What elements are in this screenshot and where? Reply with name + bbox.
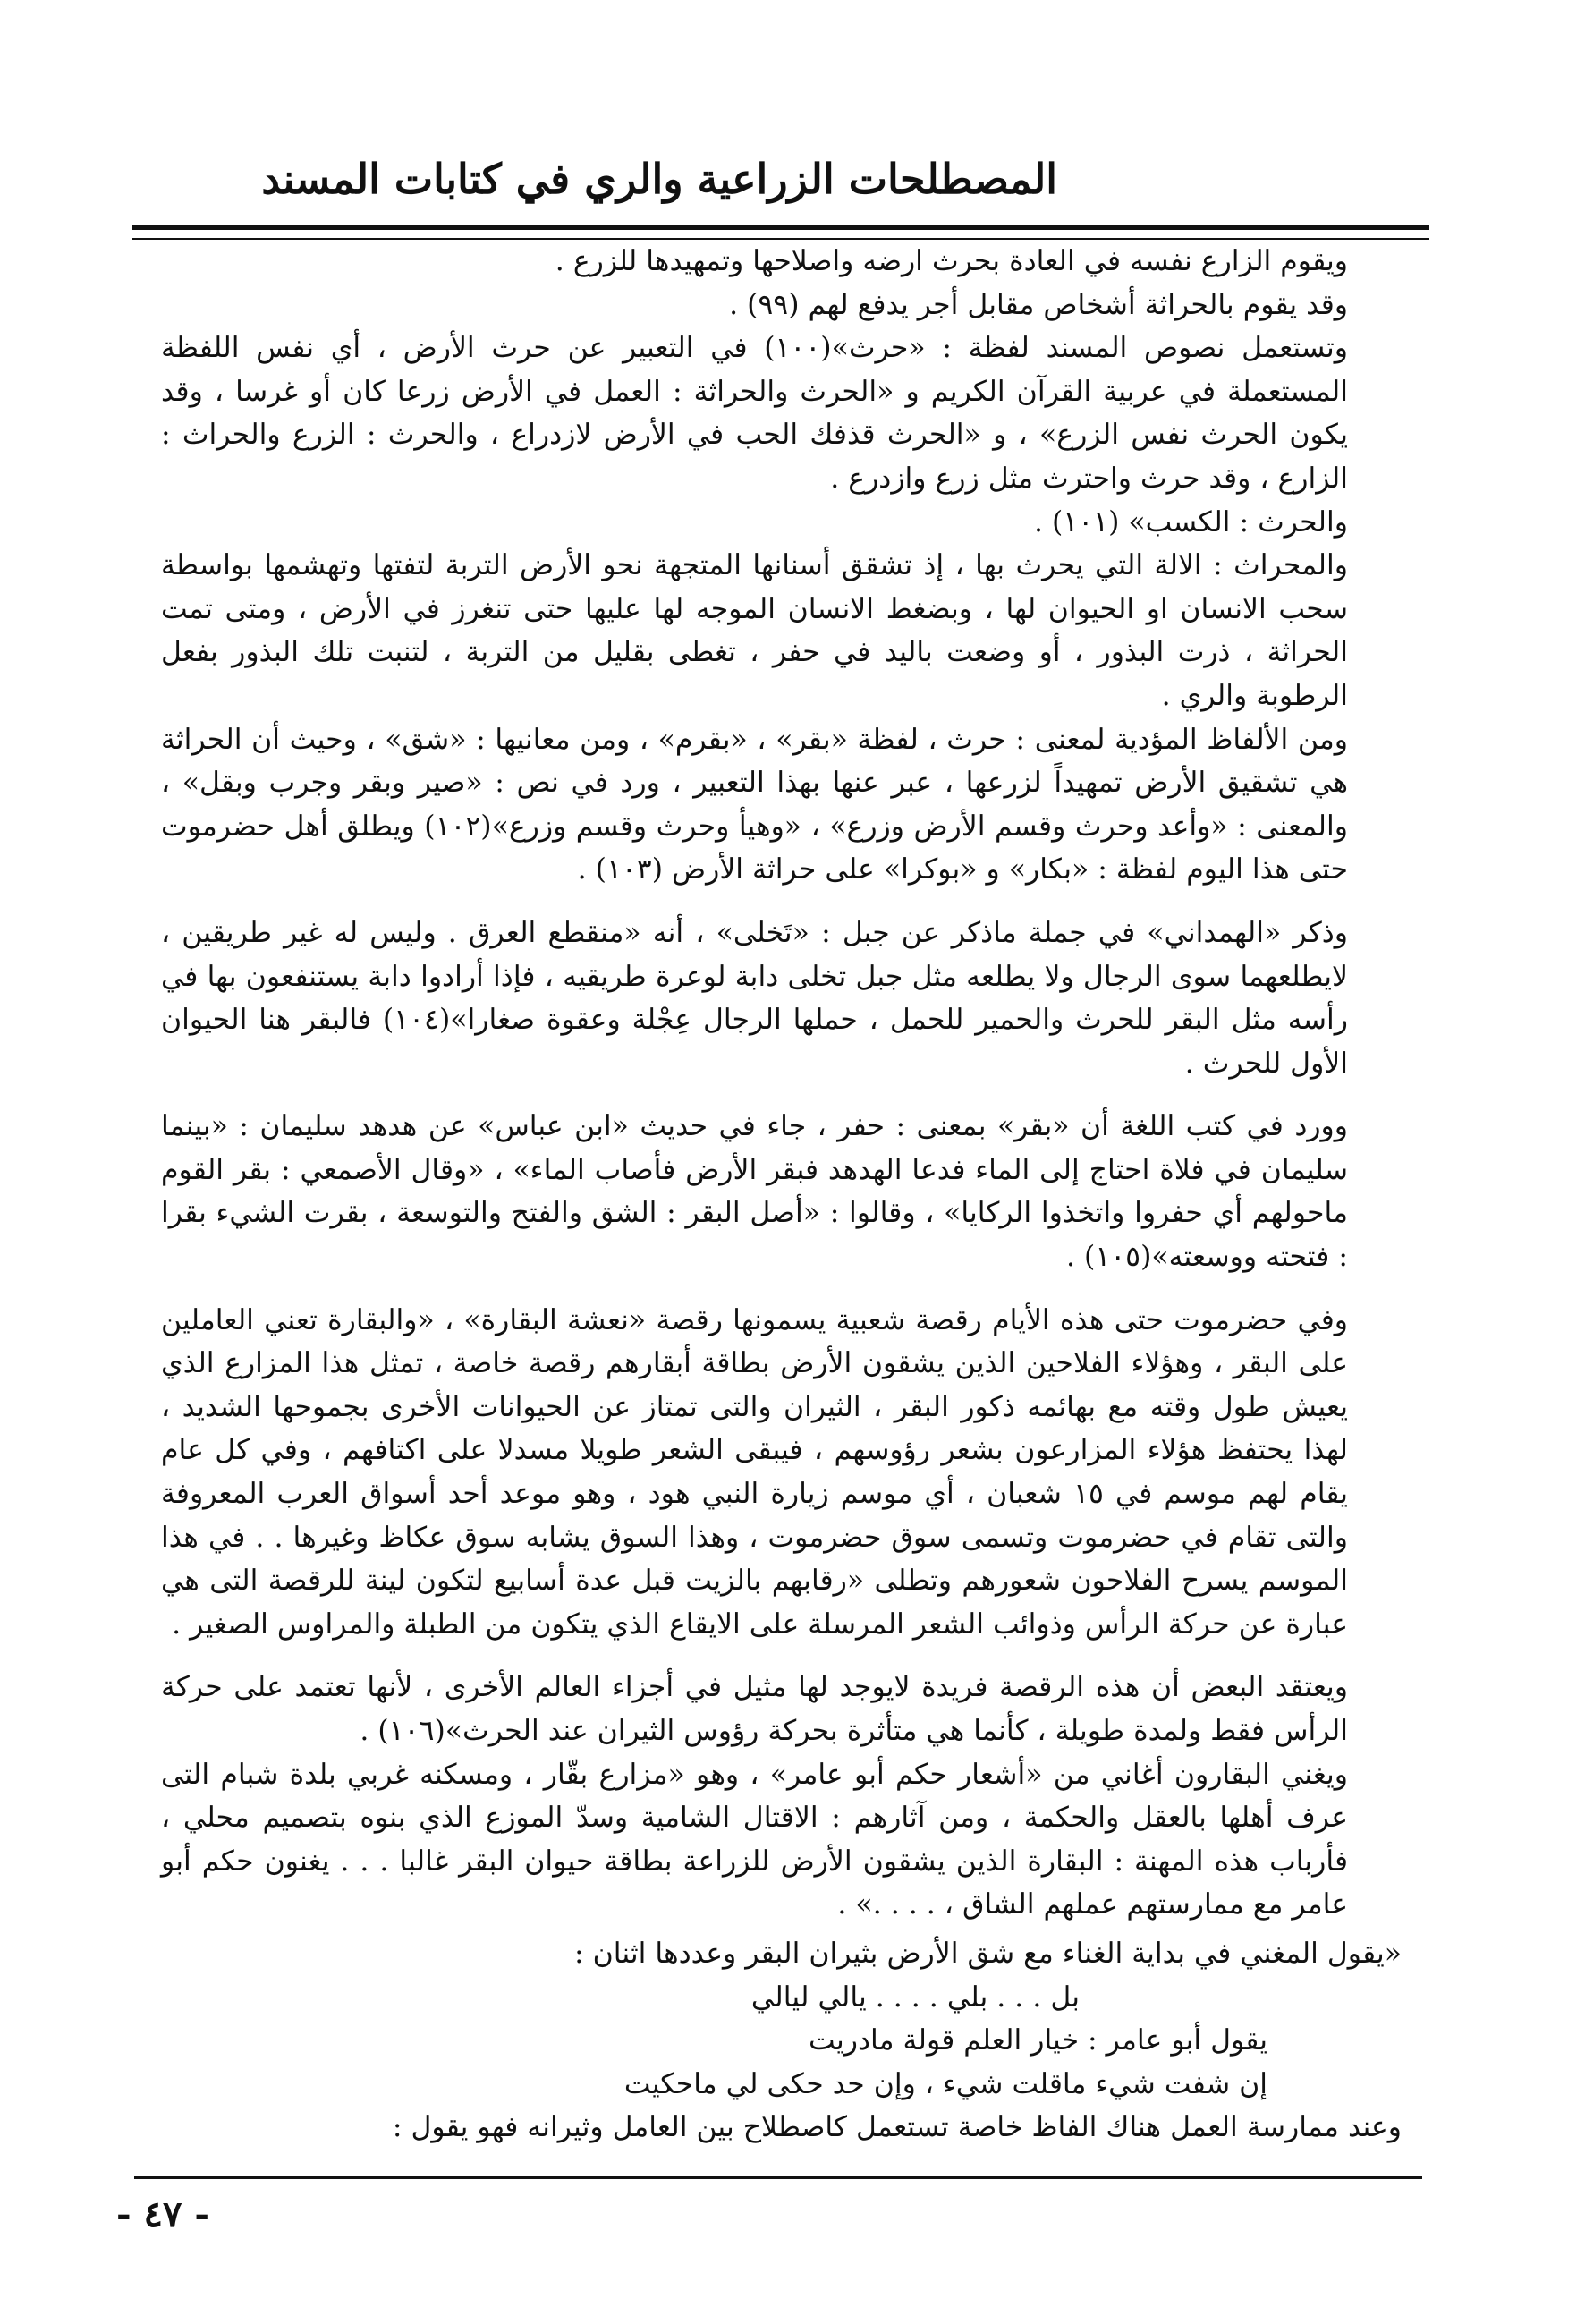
header-rule-thick (132, 225, 1429, 230)
paragraph-10: ويعتقد البعض أن هذه الرقصة فريدة لايوجد لها مثيل في أجزاء العالم الأخرى ، لأنها تعتمد على حركة الرأس فقط ولمدة طويلة ، كأنما هي متأثرة بحركة رؤوس الثيران عند الحرث»(١٠٦) . (161, 1671, 1348, 1747)
paragraph-1: ويقوم الزارع نفسه في العادة بحرث ارضه واصلاحها وتمهيدها للزرع . (555, 245, 1348, 277)
verse-intro: «يقول المغني في بداية الغناء مع شق الأرض بثيران البقر وعددها اثنان : (574, 1937, 1402, 1970)
paragraph-9: وفي حضرموت حتى هذه الأيام رقصة شعبية يسمونها رقصة «نعشة البقارة» ، «والبقارة تعني العاملين على البقر ، وهؤلاء الفلاحين الذين يشقون الأرض بطاقة أبقارهم رقصة خاصة ، تمثل هذا المزارع الذي يعيش طول وقته مع بهائمه ذكور البقر ، الثيران والتى تمتاز عن الحيوانات الأخرى بجموحها الشديد ، لهذا يحتفظ هؤلاء المزارعون بشعر رؤوسهم ، فيبقى الشعر طويلا مسدلا على اكتافهم ، وفي كل عام يقام لهم موسم في ١٥ شعبان ، أي موسم زيارة النبي هود ، وهو موعد أحد أسواق العرب المعروفة والتى تقام في حضرموت وتسمى سوق حضرموت ، وهذا السوق يشابه سوق عكاظ وغيرها . . في هذا الموسم يسرح الفلاحون شعورهم وتطلى «رقابهم بالزيت قبل عدة أسابيع لتكون لينة للرقصة التى هي عبارة عن حركة الرأس وذوائب الشعر المرسلة على الايقاع الذي يتكون من الطبلة والمراوس الصغير . (161, 1303, 1348, 1641)
running-header-title: المصطلحات الزراعية والري في كتابات المسند (261, 155, 1057, 203)
verse-line-2: يقول أبو عامر : خيار العلم قولة مادريت (809, 2024, 1267, 2057)
paragraph-4: والحرث : الكسب» (١٠١) . (1033, 505, 1348, 539)
verse-outro: وعند ممارسة العمل هناك الفاظ خاصة تستعمل كاصطلاح بين العامل وثيرانه فهو يقول : (392, 2111, 1402, 2144)
paragraph-2: وقد يقوم بالحراثة أشخاص مقابل أجر يدفع لهم (٩٩) . (729, 288, 1348, 321)
paragraph-8: وورد في كتب اللغة أن «بقر» بمعنى : حفر ، جاء في حديث «ابن عباس» عن هدهد سليمان : «بينما سليمان في فلاة احتاج إلى الماء فدعا الهدهد فبقر الأرض فأصاب الماء» ، «وقال الأصمعي : بقر القوم ماحولهم أي حفروا واتخذوا الركايا» ، وقالوا : «أصل البقر : الشق والفتح والتوسعة ، بقرت الشيء بقرا : فتحته ووسعته»(١٠٥) . (161, 1110, 1348, 1274)
body-text (161, 240, 1402, 2150)
page-number: - ٤٧ - (116, 2193, 210, 2235)
verse-line-3: إن شفت شيء ماقلت شيء ، وإن حد حكى لي ماحكيت (623, 2067, 1267, 2100)
paragraph-3: وتستعمل نصوص المسند لفظة : «حرث»(١٠٠) في التعبير عن حرث الأرض ، أي نفس اللفظة المستعملة في عربية القرآن الكريم و «الحرث والحراثة : العمل في الأرض زرعا كان أو غرسا ، وقد يكون الحرث نفس الزرع» ، و «الحرث قذفك الحب في الأرض لازدراع ، والحرث : الزرع والحراث : الزارع ، وقد حرث واحترث مثل زرع وازدرع . (161, 332, 1348, 495)
footer-rule (134, 2176, 1422, 2179)
paragraph-5: والمحراث : الالة التي يحرث بها ، إذ تشقق أسنانها المتجهة نحو الأرض التربة لتفتها وتهشمها بواسطة سحب الانسان او الحيوان لها ، وبضغط الانسان الموجه لها عليها حتى تنغرز في الأرض ، ومتى تمت الحراثة ، ذرت البذور ، أو وضعت باليد في حفر ، تغطى بقليل من التربة ، لتنبت تلك البذور بفعل الرطوبة والري . (161, 549, 1348, 712)
verse-line-1: بل . . . بلي . . . . يالي ليالي (750, 1980, 1080, 2014)
paragraph-11: ويغني البقارون أغاني من «أشعار حكم أبو عامر» ، وهو «مزارع بقّار ، ومسكنه غربي بلدة شبام التى عرف أهلها بالعقل والحكمة ، ومن آثارهم : الاقتال الشامية وسدّ الموزع الذي بنوه بتصميم محلي ، فأرباب هذه المهنة : البقارة الذين يشقون الأرض للزراعة بطاقة حيوان البقر غالبا . . . يغنون حكم أبو عامر مع ممارستهم عملهم الشاق ، . . . .» . (161, 1758, 1348, 1921)
paragraph-6: ومن الألفاظ المؤدية لمعنى : حرث ، لفظة «بقر» ، «بقرم» ، ومن معانيها : «شق» ، وحيث أن الحراثة هي تشقيق الأرض تمهيداً لزرعها ، عبر عنها بهذا التعبير ، ورد في نص : «صير وبقر وجرب وبقل» ، والمعنى : «وأعد وحرث وقسم الأرض وزرع» ، «وهيأ وحرث وقسم وزرع»(١٠٢) ويطلق أهل حضرموت حتى هذا اليوم لفظة : «بكار» و «بوكرا» على حراثة الأرض (١٠٣) . (161, 723, 1348, 886)
paragraph-7: وذكر «الهمداني» في جملة ماذكر عن جبل : «تَخلى» ، أنه «منقطع العرق . وليس له غير طريقين ، لايطلعهما سوى الرجال ولا يطلعه مثل جبل تخلى دابة لوعرة طريقيه ، فإذا أرادوا دابة يستنفعون بها في رأسه مثل البقر للحرث والحمير للحمل ، حملها الرجال عِجْلة وعقوة صغارا»(١٠٤) فالبقر هنا الحيوان الأول للحرث . (161, 916, 1348, 1080)
verse-block (161, 1932, 1402, 2150)
